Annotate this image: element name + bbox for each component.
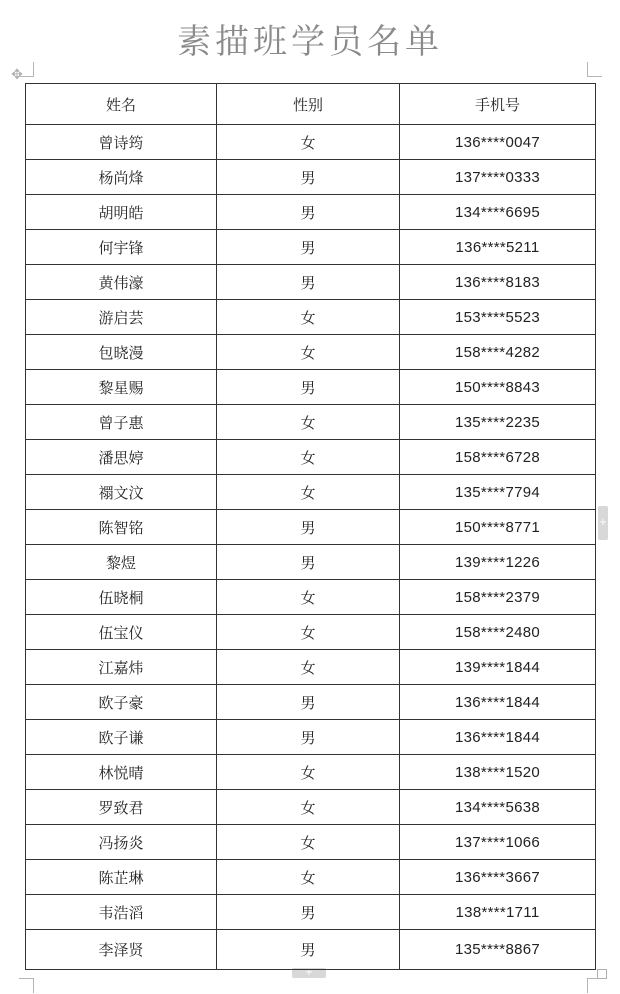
cell-gender[interactable]: 男 bbox=[217, 930, 400, 970]
cell-name[interactable]: 林悦晴 bbox=[26, 755, 217, 790]
cell-name[interactable]: 韦浩滔 bbox=[26, 895, 217, 930]
cell-phone[interactable]: 139****1844 bbox=[400, 650, 596, 685]
cell-gender[interactable]: 男 bbox=[217, 545, 400, 580]
table-row bbox=[26, 475, 596, 510]
cell-name[interactable]: 冯扬炎 bbox=[26, 825, 217, 860]
margin-corner-top-right bbox=[587, 62, 602, 77]
student-roster-table bbox=[25, 83, 596, 970]
table-row bbox=[26, 650, 596, 685]
table-row bbox=[26, 685, 596, 720]
table-row bbox=[26, 265, 596, 300]
cell-name[interactable]: 潘思婷 bbox=[26, 440, 217, 475]
cell-gender[interactable]: 女 bbox=[217, 580, 400, 615]
cell-phone[interactable]: 134****6695 bbox=[400, 195, 596, 230]
cell-gender[interactable]: 女 bbox=[217, 440, 400, 475]
cell-gender[interactable]: 男 bbox=[217, 720, 400, 755]
table-row bbox=[26, 405, 596, 440]
cell-phone[interactable]: 138****1711 bbox=[400, 895, 596, 930]
cell-phone[interactable]: 136****3667 bbox=[400, 860, 596, 895]
cell-gender[interactable]: 女 bbox=[217, 405, 400, 440]
table-body bbox=[26, 125, 596, 970]
cell-name[interactable]: 欧子豪 bbox=[26, 685, 217, 720]
cell-phone[interactable]: 136****1844 bbox=[400, 685, 596, 720]
cell-name[interactable]: 伍宝仪 bbox=[26, 615, 217, 650]
table-row bbox=[26, 335, 596, 370]
cell-name[interactable]: 黎星赐 bbox=[26, 370, 217, 405]
cell-phone[interactable]: 138****1520 bbox=[400, 755, 596, 790]
header-phone[interactable]: 手机号 bbox=[400, 84, 596, 125]
table-row bbox=[26, 860, 596, 895]
cell-name[interactable]: 杨尚烽 bbox=[26, 160, 217, 195]
cell-gender[interactable]: 女 bbox=[217, 755, 400, 790]
cell-gender[interactable]: 男 bbox=[217, 195, 400, 230]
cell-phone[interactable]: 135****8867 bbox=[400, 930, 596, 970]
table-row bbox=[26, 825, 596, 860]
cell-name[interactable]: 伍晓桐 bbox=[26, 580, 217, 615]
table-row bbox=[26, 160, 596, 195]
cell-phone[interactable]: 150****8771 bbox=[400, 510, 596, 545]
cell-name[interactable]: 包晓漫 bbox=[26, 335, 217, 370]
cell-phone[interactable]: 135****7794 bbox=[400, 475, 596, 510]
cell-name[interactable]: 黄伟濠 bbox=[26, 265, 217, 300]
table-row bbox=[26, 510, 596, 545]
cell-phone[interactable]: 137****0333 bbox=[400, 160, 596, 195]
cell-gender[interactable]: 男 bbox=[217, 265, 400, 300]
table-row bbox=[26, 930, 596, 970]
cell-name[interactable]: 江嘉炜 bbox=[26, 650, 217, 685]
cell-gender[interactable]: 男 bbox=[217, 685, 400, 720]
cell-gender[interactable]: 男 bbox=[217, 230, 400, 265]
cell-phone[interactable]: 150****8843 bbox=[400, 370, 596, 405]
cell-gender[interactable]: 女 bbox=[217, 790, 400, 825]
cell-name[interactable]: 游启芸 bbox=[26, 300, 217, 335]
table-row bbox=[26, 195, 596, 230]
cell-name[interactable]: 曾诗筠 bbox=[26, 125, 217, 160]
cell-gender[interactable]: 女 bbox=[217, 615, 400, 650]
cell-name[interactable]: 曾子惠 bbox=[26, 405, 217, 440]
cell-name[interactable]: 欧子谦 bbox=[26, 720, 217, 755]
cell-name[interactable]: 何宇锋 bbox=[26, 230, 217, 265]
table-row bbox=[26, 720, 596, 755]
cell-gender[interactable]: 女 bbox=[217, 335, 400, 370]
add-row-icon[interactable]: + bbox=[292, 968, 326, 978]
margin-corner-bottom-left bbox=[19, 978, 34, 993]
cell-phone[interactable]: 136****8183 bbox=[400, 265, 596, 300]
table-row bbox=[26, 580, 596, 615]
table-row bbox=[26, 545, 596, 580]
table-row bbox=[26, 895, 596, 930]
cell-phone[interactable]: 137****1066 bbox=[400, 825, 596, 860]
cell-name[interactable]: 李泽贤 bbox=[26, 930, 217, 970]
cell-gender[interactable]: 女 bbox=[217, 475, 400, 510]
cell-gender[interactable]: 男 bbox=[217, 370, 400, 405]
add-column-icon[interactable]: + bbox=[598, 506, 608, 540]
cell-name[interactable]: 陈智铭 bbox=[26, 510, 217, 545]
table-row bbox=[26, 615, 596, 650]
cell-phone[interactable]: 158****2480 bbox=[400, 615, 596, 650]
cell-phone[interactable]: 153****5523 bbox=[400, 300, 596, 335]
cell-gender[interactable]: 女 bbox=[217, 860, 400, 895]
table-row bbox=[26, 755, 596, 790]
table-move-handle-icon[interactable]: ✥ bbox=[11, 67, 23, 83]
cell-name[interactable]: 陈芷琳 bbox=[26, 860, 217, 895]
page-title: 素描班学员名单 bbox=[177, 22, 443, 62]
cell-name[interactable]: 禤文汶 bbox=[26, 475, 217, 510]
cell-name[interactable]: 罗致君 bbox=[26, 790, 217, 825]
table-resize-icon[interactable] bbox=[597, 969, 607, 979]
cell-phone[interactable]: 158****2379 bbox=[400, 580, 596, 615]
cell-phone[interactable]: 135****2235 bbox=[400, 405, 596, 440]
table-header-row bbox=[26, 84, 596, 125]
cell-phone[interactable]: 158****6728 bbox=[400, 440, 596, 475]
cell-phone[interactable]: 158****4282 bbox=[400, 335, 596, 370]
table-row bbox=[26, 125, 596, 160]
margin-corner-bottom-right bbox=[587, 978, 602, 993]
cell-gender[interactable]: 男 bbox=[217, 895, 400, 930]
table-row bbox=[26, 790, 596, 825]
cell-phone[interactable]: 136****5211 bbox=[400, 230, 596, 265]
cell-gender[interactable]: 女 bbox=[217, 825, 400, 860]
table-row bbox=[26, 370, 596, 405]
header-gender[interactable]: 性别 bbox=[217, 84, 400, 125]
cell-name[interactable]: 黎煜 bbox=[26, 545, 217, 580]
cell-phone[interactable]: 134****5638 bbox=[400, 790, 596, 825]
header-name[interactable]: 姓名 bbox=[26, 84, 217, 125]
cell-gender[interactable]: 女 bbox=[217, 300, 400, 335]
cell-phone[interactable]: 136****1844 bbox=[400, 720, 596, 755]
cell-gender[interactable]: 女 bbox=[217, 125, 400, 160]
table-row bbox=[26, 440, 596, 475]
table-row bbox=[26, 300, 596, 335]
table-row bbox=[26, 230, 596, 265]
cell-gender[interactable]: 女 bbox=[217, 650, 400, 685]
cell-name[interactable]: 胡明皓 bbox=[26, 195, 217, 230]
cell-gender[interactable]: 男 bbox=[217, 510, 400, 545]
cell-phone[interactable]: 139****1226 bbox=[400, 545, 596, 580]
cell-gender[interactable]: 男 bbox=[217, 160, 400, 195]
cell-phone[interactable]: 136****0047 bbox=[400, 125, 596, 160]
